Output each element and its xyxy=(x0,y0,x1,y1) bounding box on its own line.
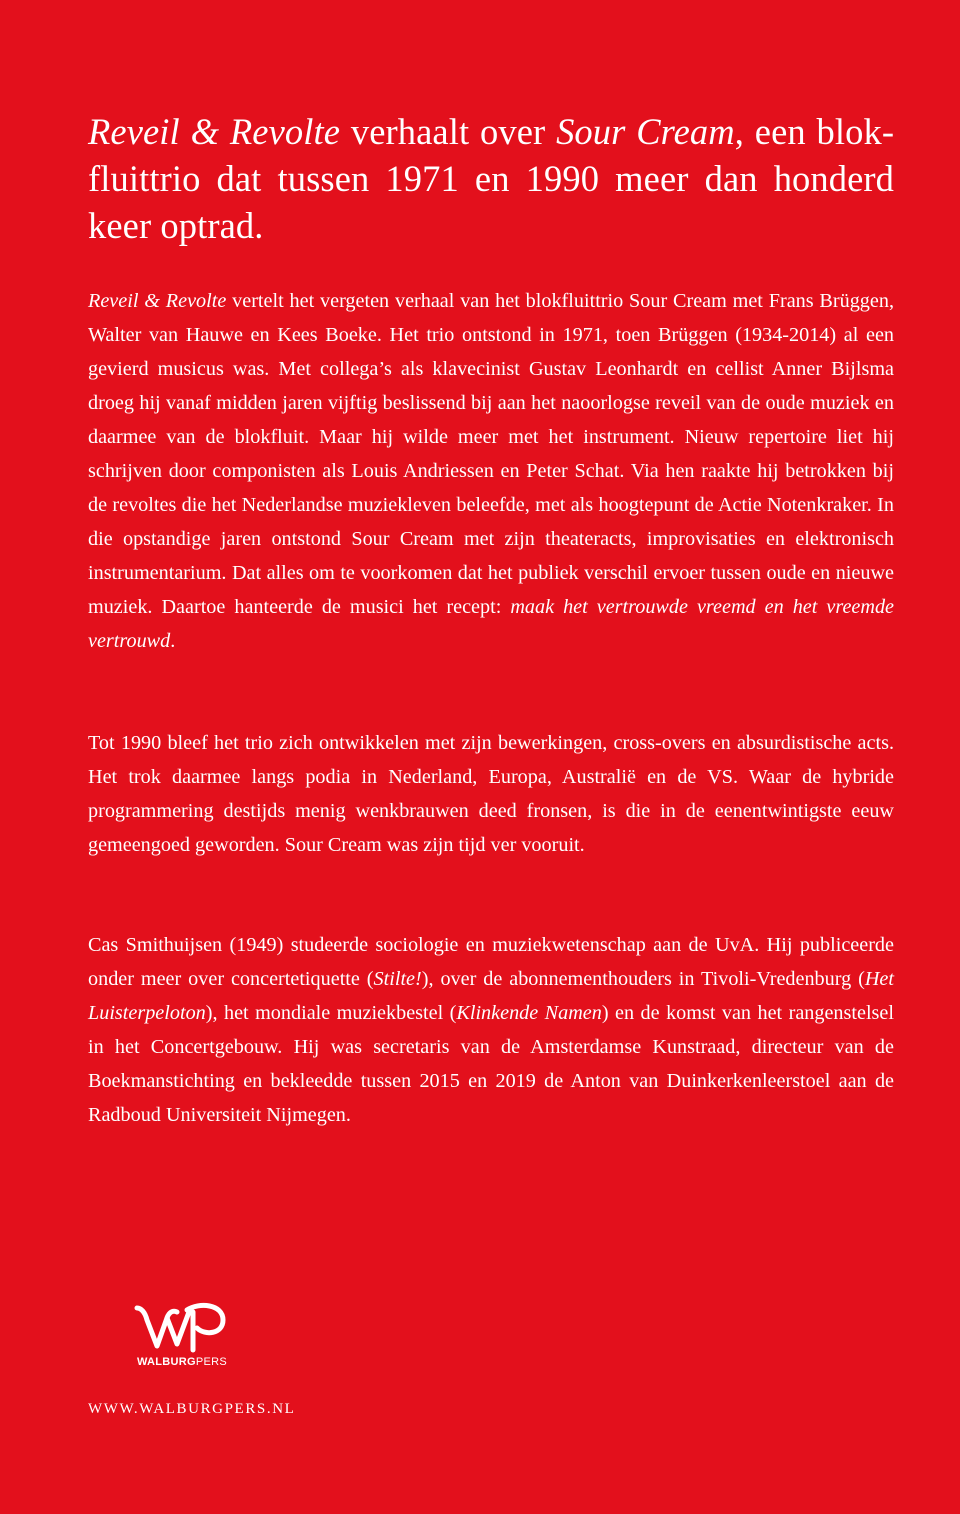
lead-text-1: verhaalt over xyxy=(340,111,557,152)
para3-book-2: Het Luisterpeloton xyxy=(88,968,894,1024)
para3-text-2: ), over de abonnementhouders in Tivoli-Vredenburg ( xyxy=(421,968,865,990)
para3-book-1: Stilte! xyxy=(373,968,422,990)
description-paragraph xyxy=(88,284,894,658)
history-paragraph xyxy=(88,726,894,862)
para1-text-2: . xyxy=(170,630,176,652)
para3-text-4: ) en de komst van het rangenstelsel in het Concertgebouw. Hij was secretaris van de Amsterdamse Kunstraad, directeur van de Boekmanstichting en bekleedde tussen 2015 en 2019 de Anton van Duinkerkenleerstoel aan de Radboud Universiteit Nijmegen. xyxy=(88,1002,894,1126)
para3-book-3: Klinkende Namen xyxy=(456,1002,602,1024)
publisher-name-light: PERS xyxy=(195,1356,228,1368)
para2-text: Tot 1990 bleef het trio zich ontwikkelen met zijn bewerkingen, cross-overs en absurdistische acts. Het trok daarmee langs podia in Nederland, Europa, Australië en de VS. Waar de hybride programmering destijds menig wenkbrauwen deed fronsen, is die in de eenentwintigste eeuw gemeengoed geworden. Sour Cream was zijn tijd ver vooruit. xyxy=(88,732,894,856)
para1-book-title: Reveil & Revolte xyxy=(88,290,227,312)
walburgpers-wp-logo-icon xyxy=(127,1298,237,1354)
publisher-name-bold: WALBURG xyxy=(136,1356,196,1368)
lead-book-title: Reveil & Revolte xyxy=(88,111,341,152)
lead-text-2: , een blokfluittrio dat tussen 1971 en 1990 meer dan honderd keer optrad. xyxy=(88,111,894,246)
publisher-name xyxy=(127,1356,237,1368)
para1-recipe: maak het vertrouwde vreemd en het vreemde vertrouwd xyxy=(88,596,894,652)
para3-text-1: Cas Smithuijsen (1949) studeerde sociologie en muziekwetenschap aan de UvA. Hij publiceerde onder meer over concertetiquette ( xyxy=(88,934,894,990)
lead-blurb xyxy=(88,108,894,249)
publisher-website-link[interactable]: WWW.WALBURGPERS.NL xyxy=(88,1401,296,1417)
lead-band-name: Sour Cream xyxy=(556,111,735,152)
para3-text-3: ), het mondiale muziekbestel ( xyxy=(205,1002,457,1024)
para1-text-1: vertelt het vergeten verhaal van het blokfluittrio Sour Cream met Frans Brüggen, Walter van Hauwe en Kees Boeke. Het trio ontstond in 1971, toen Brüggen (1934-2014) al een gevierd musicus was. Met collega’s als klavecinist Gustav Leonhardt en cellist Anner Bijlsma droeg hij vanaf midden jaren vijftig beslissend bij aan het naoorlogse reveil van de oude muziek en daarmee van de blokfluit. Maar hij wilde meer met het instrument. Nieuw repertoire liet hij schrijven door componisten als Louis Andriessen en Peter Schat. Via hen raakte hij betrokken bij de revoltes die het Nederlandse muziekleven beleefde, met als hoogtepunt de Actie Notenkraker. In die opstandige jaren ontstond Sour Cream met zijn theateracts, improvisaties en elektronisch instrumentarium. Dat alles om te voorkomen dat het publiek verschil ervoer tussen oude en nieuwe muziek. Daartoe hanteerde de musici het recept: xyxy=(88,290,895,618)
author-bio-paragraph xyxy=(88,928,894,1132)
publisher-logo xyxy=(127,1298,237,1378)
